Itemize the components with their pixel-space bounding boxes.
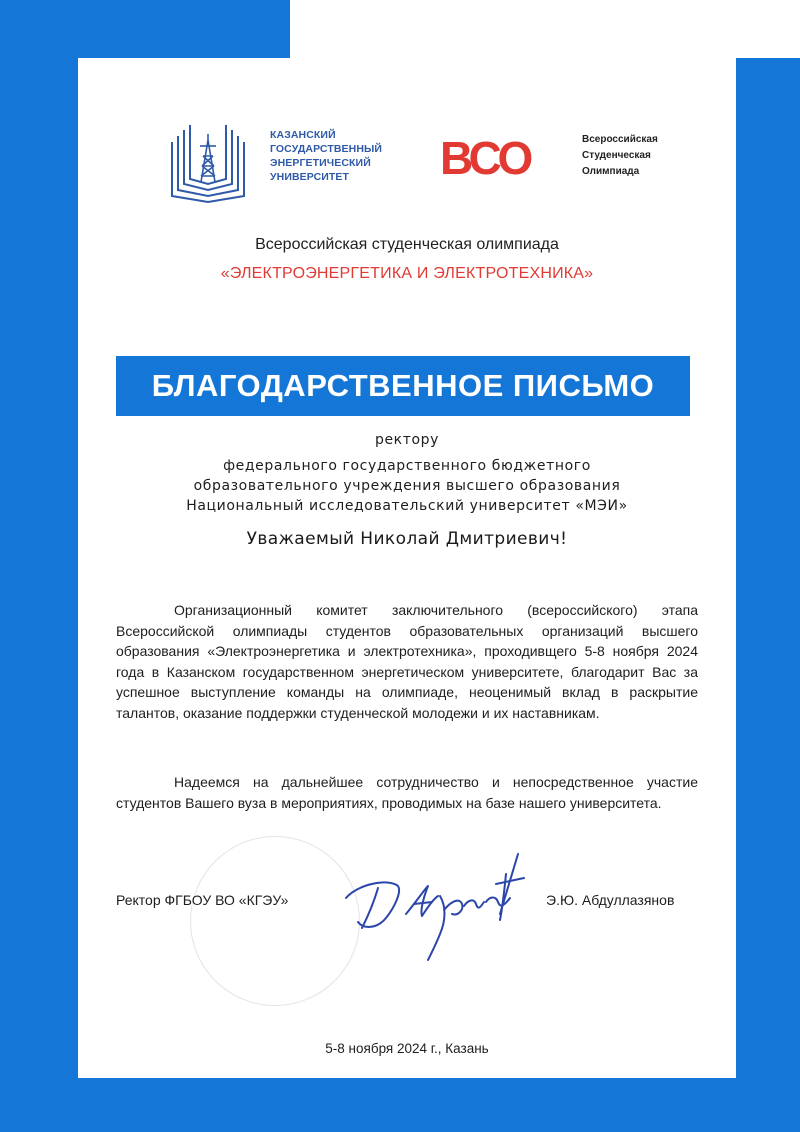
olympiad-subject: «ЭЛЕКТРОЭНЕРГЕТИКА И ЭЛЕКТРОТЕХНИКА» [220,265,594,282]
university-name-line: УНИВЕРСИТЕТ [270,171,350,183]
addressee-line: образовательного учреждения высшего образования [193,478,621,494]
frame-left-band [0,0,78,1132]
addressee-line: федерального государственного бюджетного [223,458,591,474]
letter-title-banner: БЛАГОДАРСТВЕННОЕ ПИСЬМО [116,356,690,416]
vso-logo-icon [440,132,558,182]
olympiad-name: Всероссийская студенческая олимпиада [255,236,559,253]
body-paragraph: Организационный комитет заключительного (всероссийского) этапа Всероссийской олимпиады студентов образовательных организаций высшего образования «Электроэнергетика и электротехника», проходивщего 5-8 ноября 2024 года в Казанском государственном энергетическом университете, благодарит Вас за успешное выступление команды на олимпиаде, неоценимый вклад в раскрытие талантов, оказание поддержки студенческой молодежи и их наставникам. [116,602,698,721]
signer-title: Ректор ФГБОУ ВО «КГЭУ» [116,892,289,908]
salutation: Уважаемый Николай Дмитриевич! [246,529,568,549]
kgeu-book-tower-logo-icon [168,122,248,204]
university-name-line: КАЗАНСКИЙ [270,129,336,141]
vso-caption-line: Всероссийская [582,134,658,145]
frame-bottom-band [78,1078,800,1132]
letter-sheet [78,58,736,1078]
vso-logo-text: ВСО [440,132,531,182]
university-name-line: ГОСУДАРСТВЕННЫЙ [270,143,383,155]
addressee-line: ректору [374,432,440,448]
signer-name: Э.Ю. Абдуллазянов [546,892,675,908]
date-place: 5-8 ноября 2024 г., Казань [325,1041,489,1056]
vso-caption [582,132,692,180]
vso-caption-line: Студенческая [582,150,651,161]
university-name [270,128,410,184]
frame-right-band [736,58,800,1078]
handwritten-signature-icon [328,844,538,964]
body-paragraph: Надеемся на дальнейшее сотрудничество и непосредственное участие студентов Вашего вуза в мероприятиях, проводимых на базе нашего университета. [116,774,698,811]
university-name-line: ЭНЕРГЕТИЧЕСКИЙ [270,157,371,169]
vso-caption-line: Олимпиада [582,166,640,177]
addressee-line: Национальный исследовательский университет «МЭИ» [186,498,628,514]
